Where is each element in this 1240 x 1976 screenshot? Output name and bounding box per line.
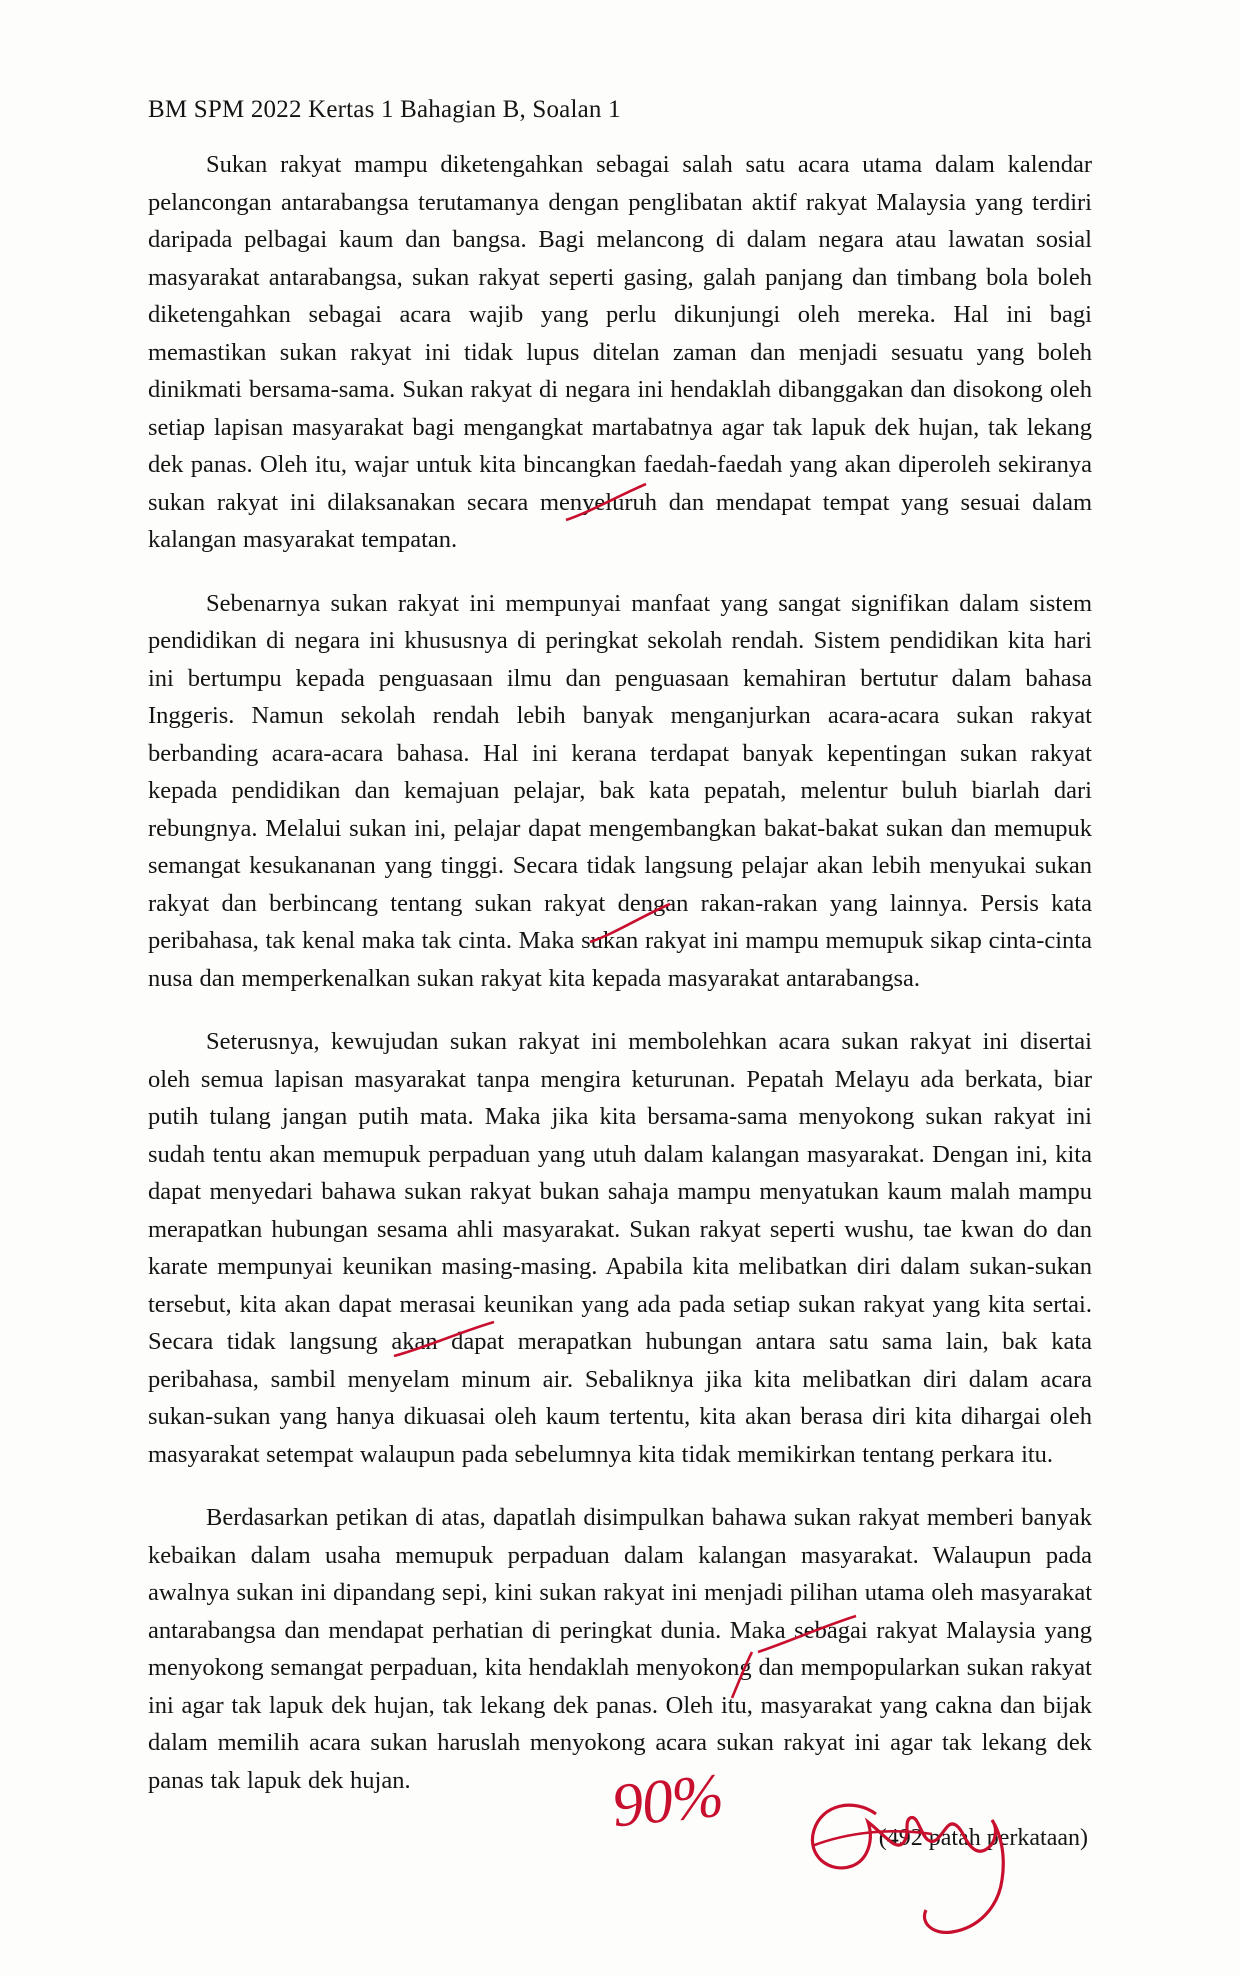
paragraph-3: Seterusnya, kewujudan sukan rakyat ini membolehkan acara sukan rakyat ini disertai oleh semua lapisan masyarakat tanpa mengira keturunan. Pepatah Melayu ada berkata, biar putih tulang jangan putih mata. Maka jika kita bersama-sama menyokong sukan rakyat ini sudah tentu akan memupuk perpaduan yang utuh dalam kalangan masyarakat. Dengan ini, kita dapat menyedari bahawa sukan rakyat bukan sahaja mampu menyatukan kaum malah mampu merapatkan hubungan sesama ahli masyarakat. Sukan rakyat seperti wushu, tae kwan do dan karate mempunyai keunikan masing-masing. Apabila kita melibatkan diri dalam sukan-sukan tersebut, kita akan dapat merasai keunikan yang ada pada setiap sukan rakyat yang kita sertai. Secara tidak langsung akan dapat merapatkan hubungan antara satu sama lain, bak kata peribahasa, sambil menyelam minum air. Sebaliknya jika kita melibatkan diri dalam acara sukan-sukan yang hanya dikuasai oleh kaum tertentu, kita akan berasa diri kita dihargai oleh masyarakat setempat walaupun pada sebelumnya kita tidak memikirkan tentang perkara itu. [148,1028,1092,1468]
essay-body [148,96,1092,1852]
paragraph-2: Sebenarnya sukan rakyat ini mempunyai manfaat yang sangat signifikan dalam sistem pendidikan di negara ini khususnya di peringkat sekolah rendah. Sistem pendidikan kita hari ini bertumpu kepada penguasaan ilmu dan penguasaan kemahiran bertutur dalam bahasa Inggeris. Namun sekolah rendah lebih banyak menganjurkan acara-acara sukan rakyat berbanding acara-acara bahasa. Hal ini kerana terdapat banyak kepentingan sukan rakyat kepada pendidikan dan kemajuan pelajar, bak kata pepatah, melentur buluh biarlah dari rebungnya. Melalui sukan ini, pelajar dapat mengembangkan bakat-bakat sukan dan memupuk semangat kesukananan yang tinggi. Secara tidak langsung pelajar akan lebih menyukai sukan rakyat dan berbincang tentang sukan rakyat dengan rakan-rakan yang lainnya. Persis kata peribahasa, tak kenal maka tak cinta. Maka sukan rakyat ini mampu memupuk sikap cinta-cinta nusa dan memperkenalkan sukan rakyat kita kepada masyarakat antarabangsa. [148,589,1092,992]
signature-icon [792,1770,1032,1950]
grade-annotation [608,1760,1032,1950]
paragraph-4: Berdasarkan petikan di atas, dapatlah disimpulkan bahawa sukan rakyat memberi banyak kebaikan dalam usaha memupuk perpaduan dalam kalangan masyarakat. Walaupun pada awalnya sukan ini dipandang sepi, kini sukan rakyat ini menjadi pilihan utama oleh masyarakat antarabangsa dan mendapat perhatian di peringkat dunia. Maka sebagai rakyat Malaysia yang menyokong semangat perpaduan, kita hendaklah menyokong dan mempopularkan sukan rakyat ini agar tak lapuk dek hujan, tak lekang dek panas. Oleh itu, masyarakat yang cakna dan bijak dalam memilih acara sukan haruslah menyokong acara sukan rakyat ini agar tak lekang dek panas tak lapuk dek hujan. [148,1504,1092,1794]
paragraph-1: Sukan rakyat mampu diketengahkan sebagai salah satu acara utama dalam kalendar pelancongan antarabangsa terutamanya dengan penglibatan aktif rakyat Malaysia yang terdiri daripada pelbagai kaum dan bangsa. Bagi melancong di dalam negara atau lawatan sosial masyarakat antarabangsa, sukan rakyat seperti gasing, galah panjang dan timbang bola boleh diketengahkan sebagai acara wajib yang perlu dikunjungi oleh mereka. Hal ini bagi memastikan sukan rakyat ini tidak lupus ditelan zaman dan menjadi sesuatu yang boleh dinikmati bersama-sama. Sukan rakyat di negara ini hendaklah dibanggakan dan disokong oleh setiap lapisan masyarakat bagi mengangkat martabatnya agar tak lapuk dek hujan, tak lekang dek panas. Oleh itu, wajar untuk kita bincangkan faedah-faedah yang akan diperoleh sekiranya sukan rakyat ini dilaksanakan secara menyeluruh dan mendapat tempat yang sesuai dalam kalangan masyarakat tempatan. [148,151,1092,553]
word-count: (492 patah perkataan) [878,1825,1088,1851]
grade-value: 90% [608,1761,726,1841]
page-title: BM SPM 2022 Kertas 1 Bahagian B, Soalan 1 [148,96,621,123]
